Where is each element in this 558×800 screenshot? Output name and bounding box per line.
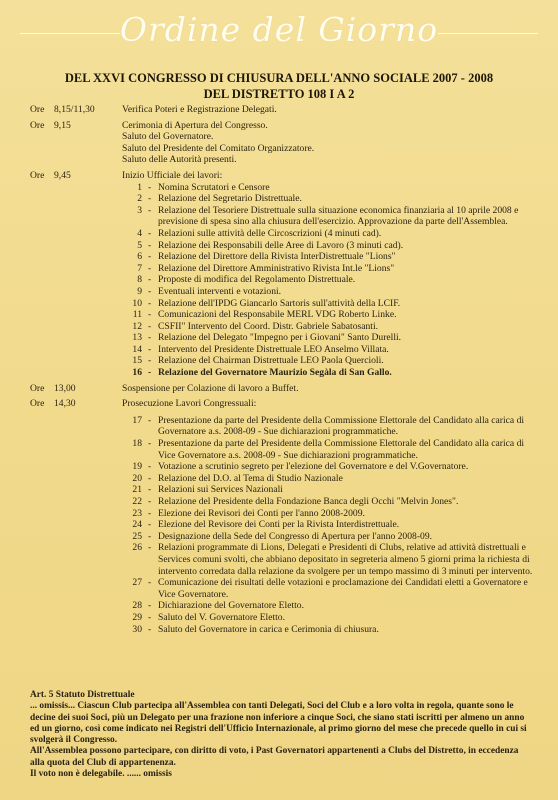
- item-number: 2: [137, 193, 142, 205]
- item-text: CSFII" Intervento del Coord. Distr. Gabriele Sabatosanti.: [158, 320, 379, 332]
- agenda-item: [122, 367, 539, 379]
- slot-body: [122, 383, 539, 395]
- agenda-item: [122, 309, 539, 321]
- item-number: 25: [132, 530, 142, 542]
- agenda-item: [122, 519, 539, 531]
- slot-time: 13,00: [54, 382, 76, 394]
- slot-line: Saluto del Presidente del Comitato Organizzatore.: [122, 142, 315, 154]
- agenda-item: [122, 577, 539, 600]
- agenda-item: [122, 344, 539, 356]
- item-number: 5: [137, 239, 142, 251]
- article-paragraph-1: ... omissis... Ciascun Club partecipa all'Assemblea con tanti Delegati, Soci del Club e a loro volta in regola, quante sono le decine dei suoi Soci, più un Delegato per una frazione non inferiore a cinque Soci, che siano stati iscritti per almeno un anno ed un giorno, così come indicato nei Registri dell'Ufficio Internazionale, al primo giorno del mese che precede quello in cui si svolgerà il Congresso.: [30, 701, 527, 746]
- item-text: Dichiarazione del Governatore Eletto.: [158, 600, 304, 612]
- item-number: 9: [137, 285, 142, 297]
- item-number: 8: [137, 274, 142, 286]
- item-dash: -: [148, 297, 152, 309]
- item-number: 15: [132, 355, 142, 367]
- item-dash: -: [148, 367, 152, 379]
- item-number: 21: [132, 484, 142, 496]
- ore-label: Ore: [30, 398, 45, 410]
- ore-label: Ore: [30, 382, 45, 394]
- item-dash: -: [148, 274, 152, 286]
- slot-line: Sospensione per Colazione di lavoro a Buffet.: [122, 382, 299, 394]
- agenda-item: [122, 321, 539, 333]
- agenda-item: [122, 332, 539, 344]
- item-number: 4: [137, 227, 142, 239]
- item-text: Relazioni programmate di Lions, Delegati e Presidenti di Clubs, relative ad attività distrettuali e Services comuni svolti, che abbiano depositato in segreteria almeno 5 giorni prima la richiesta di intervento corredata dalla relazione da svolgere per un tempo massimo di 3 minuti per intervento.: [158, 542, 533, 577]
- slot-line: Verifica Poteri e Registrazione Delegati.: [122, 104, 277, 115]
- agenda-item: [122, 240, 539, 252]
- item-text: Eventuali interventi e votazioni.: [158, 285, 282, 297]
- ore-label: Ore: [30, 169, 45, 181]
- item-dash: -: [148, 507, 152, 519]
- agenda-item: [122, 263, 539, 275]
- item-dash: -: [148, 262, 152, 274]
- item-text: Intervento del Presidente Distrettuale LEO Anselmo Villata.: [158, 343, 389, 355]
- item-text: Elezione dei Revisori dei Conti per l'anno 2008-2009.: [158, 507, 365, 519]
- page-title: Ordine del Giorno: [119, 10, 439, 49]
- heading-line-1: DEL XXVI CONGRESSO DI CHIUSURA DELL'ANNO SOCIALE 2007 - 2008: [64, 71, 494, 85]
- slot-body: [122, 170, 539, 379]
- item-text: Saluto del Governatore in carica e Cerimonia di chiusura.: [158, 623, 379, 635]
- article-paragraph-3: Il voto non è delegabile. ...... omissis: [30, 769, 172, 780]
- heading-line-2: DEL DISTRETTO 108 I A 2: [203, 87, 355, 101]
- item-number: 30: [132, 623, 142, 635]
- slot-line: Prosecuzione Lavori Congressuali:: [122, 398, 257, 410]
- item-dash: -: [148, 251, 152, 263]
- agenda-item: [122, 355, 539, 367]
- article-paragraph-2: All'Assemblea possono partecipare, con diritto di voto, i Past Governatori appartenenti a Clubs del Distretto, in eccedenza alla quota del Club di appartenenza.: [30, 746, 519, 768]
- ore-label: Ore: [30, 104, 45, 115]
- item-number: 12: [132, 320, 142, 332]
- item-dash: -: [148, 600, 152, 612]
- item-number: 16: [132, 367, 142, 379]
- item-number: 3: [137, 204, 142, 216]
- item-text: Saluto del V. Governatore Eletto.: [158, 611, 286, 623]
- item-number: 28: [132, 600, 142, 612]
- item-number: 24: [132, 519, 142, 531]
- slot-line: Saluto delle Autorità presenti.: [122, 154, 237, 166]
- item-dash: -: [148, 332, 152, 344]
- item-text: Relazione del Direttore Amministrativo Rivista Int.le "Lions": [158, 262, 395, 274]
- item-text: Relazione dei Responsabili delle Aree di Lavoro (3 minuti cad).: [158, 239, 404, 251]
- item-dash: -: [148, 623, 152, 635]
- slot-time: 14,30: [54, 398, 76, 410]
- agenda-slot: [24, 170, 539, 379]
- item-dash: -: [148, 239, 152, 251]
- slot-body: [122, 398, 539, 635]
- agenda-item: [122, 286, 539, 298]
- item-text: Relazione del Chairman Distrettuale LEO Paola Quercioli.: [158, 355, 384, 367]
- item-text: Designazione della Sede del Congresso di Apertura per l'anno 2008-09.: [158, 530, 433, 542]
- item-number: 17: [132, 414, 142, 426]
- agenda-item: [122, 600, 539, 612]
- item-dash: -: [148, 181, 152, 193]
- agenda-item: [122, 193, 539, 205]
- item-text: Relazione del Governatore Maurizio Segàla di San Gallo.: [158, 367, 392, 379]
- numbered-items: [122, 415, 539, 635]
- item-text: Relazioni sui Services Nazionali: [158, 484, 283, 496]
- agenda-item: [122, 624, 539, 636]
- slot-line: Saluto del Governatore.: [122, 131, 214, 143]
- item-dash: -: [148, 309, 152, 321]
- item-number: 19: [132, 461, 142, 473]
- item-dash: -: [148, 484, 152, 496]
- agenda-item: [122, 531, 539, 543]
- item-text: Relazione del Presidente della Fondazione Banca degli Occhi "Melvin Jones".: [158, 496, 459, 507]
- item-number: 20: [132, 472, 142, 484]
- item-text: Presentazione da parte del Presidente della Commissione Elettorale del Candidato alla carica di Governatore a.s. 2008-09 - Sue dichiarazioni programmatiche.: [158, 414, 525, 438]
- item-text: Comunicazioni del Responsabile MERL VDG Roberto Linke.: [158, 309, 397, 321]
- item-dash: -: [148, 227, 152, 239]
- agenda-list: [24, 104, 539, 639]
- agenda-item: [122, 473, 539, 485]
- agenda-item: [122, 182, 539, 194]
- item-dash: -: [148, 461, 152, 473]
- agenda-item: [122, 438, 539, 461]
- agenda-item: [122, 274, 539, 286]
- item-text: Proposte di modifica del Regolamento Distrettuale.: [158, 274, 356, 286]
- item-text: Presentazione da parte del Presidente della Commissione Elettorale del Candidato alla carica di Vice Governatore a.s. 2008-09 - Sue dichiarazioni programmatiche.: [158, 438, 525, 461]
- item-dash: -: [148, 193, 152, 205]
- item-number: 27: [132, 577, 142, 589]
- agenda-item: [122, 205, 539, 228]
- agenda-slot: [24, 104, 539, 116]
- item-number: 6: [137, 251, 142, 263]
- agenda-item: [122, 251, 539, 263]
- item-text: Relazione del Segretario Distrettuale.: [158, 193, 302, 205]
- item-text: Relazioni sulle attività delle Circoscrizioni (4 minuti cad).: [158, 227, 382, 239]
- item-dash: -: [148, 530, 152, 542]
- article-title: Art. 5 Statuto Distrettuale: [30, 690, 135, 700]
- agenda-slot: [24, 398, 539, 635]
- item-number: 22: [132, 496, 142, 507]
- item-dash: -: [148, 438, 152, 450]
- ore-label: Ore: [30, 119, 45, 131]
- article-5-note: [30, 690, 530, 780]
- item-dash: -: [148, 519, 152, 531]
- agenda-item: [122, 298, 539, 310]
- title-banner: [20, 6, 538, 62]
- slot-body: [122, 104, 539, 116]
- item-number: 1: [137, 181, 142, 193]
- agenda-item: [122, 228, 539, 240]
- item-number: 10: [132, 297, 142, 309]
- item-dash: -: [148, 320, 152, 332]
- item-number: 26: [132, 542, 142, 554]
- agenda-item: [122, 461, 539, 473]
- item-text: Relazione del Tesoriere Distrettuale sulla situazione economica finanziaria al 10 aprile 2008 e previsione di spesa sino alla chiusura dell'esercizio. Approvazione da parte dell'Assemblea.: [158, 204, 519, 228]
- agenda-item: [122, 496, 539, 508]
- slot-time: 9,15: [54, 119, 71, 131]
- item-text: Comunicazione dei risultati delle votazioni e proclamazione dei Candidati eletti a Governatore e Vice Governatore.: [158, 577, 528, 600]
- item-dash: -: [148, 542, 152, 554]
- numbered-items: [122, 182, 539, 379]
- item-number: 18: [132, 438, 142, 450]
- item-text: Elezione del Revisore dei Conti per la Rivista Interdistrettuale.: [158, 519, 400, 531]
- item-number: 14: [132, 343, 142, 355]
- item-dash: -: [148, 355, 152, 367]
- slot-time: 9,45: [54, 169, 71, 181]
- item-text: Relazione dell'IPDG Giancarlo Sartoris sull'attività della LCIF.: [158, 297, 401, 309]
- agenda-item: [122, 415, 539, 438]
- slot-body: [122, 120, 539, 166]
- agenda-item: [122, 508, 539, 520]
- item-dash: -: [148, 611, 152, 623]
- item-dash: -: [148, 343, 152, 355]
- agenda-item: [122, 542, 539, 577]
- item-number: 11: [132, 309, 142, 321]
- agenda-item: [122, 484, 539, 496]
- item-dash: -: [148, 414, 152, 426]
- agenda-item: [122, 612, 539, 624]
- item-number: 29: [132, 611, 142, 623]
- item-text: Relazione del Delegato "Impegno per i Giovani" Santo Durelli.: [158, 332, 402, 344]
- item-text: Votazione a scrutinio segreto per l'elezione del Governatore e del V.Governatore.: [158, 461, 469, 473]
- slot-line: Cerimonia di Apertura del Congresso.: [122, 119, 268, 131]
- item-dash: -: [148, 496, 152, 507]
- item-number: 23: [132, 507, 142, 519]
- slot-line: Inizio Ufficiale dei lavori:: [122, 169, 223, 181]
- slot-time: 8,15/11,30: [54, 104, 95, 115]
- agenda-slot: [24, 120, 539, 166]
- item-text: Relazione del D.O. al Tema di Studio Nazionale: [158, 472, 343, 484]
- item-dash: -: [148, 285, 152, 297]
- item-text: Relazione del Direttore della Rivista InterDistrettuale "Lions": [158, 251, 396, 263]
- item-dash: -: [148, 472, 152, 484]
- item-text: Nomina Scrutatori e Censore: [158, 181, 270, 193]
- item-dash: -: [148, 204, 152, 216]
- item-number: 13: [132, 332, 142, 344]
- item-dash: -: [148, 577, 152, 589]
- item-number: 7: [137, 262, 142, 274]
- agenda-slot: [24, 383, 539, 395]
